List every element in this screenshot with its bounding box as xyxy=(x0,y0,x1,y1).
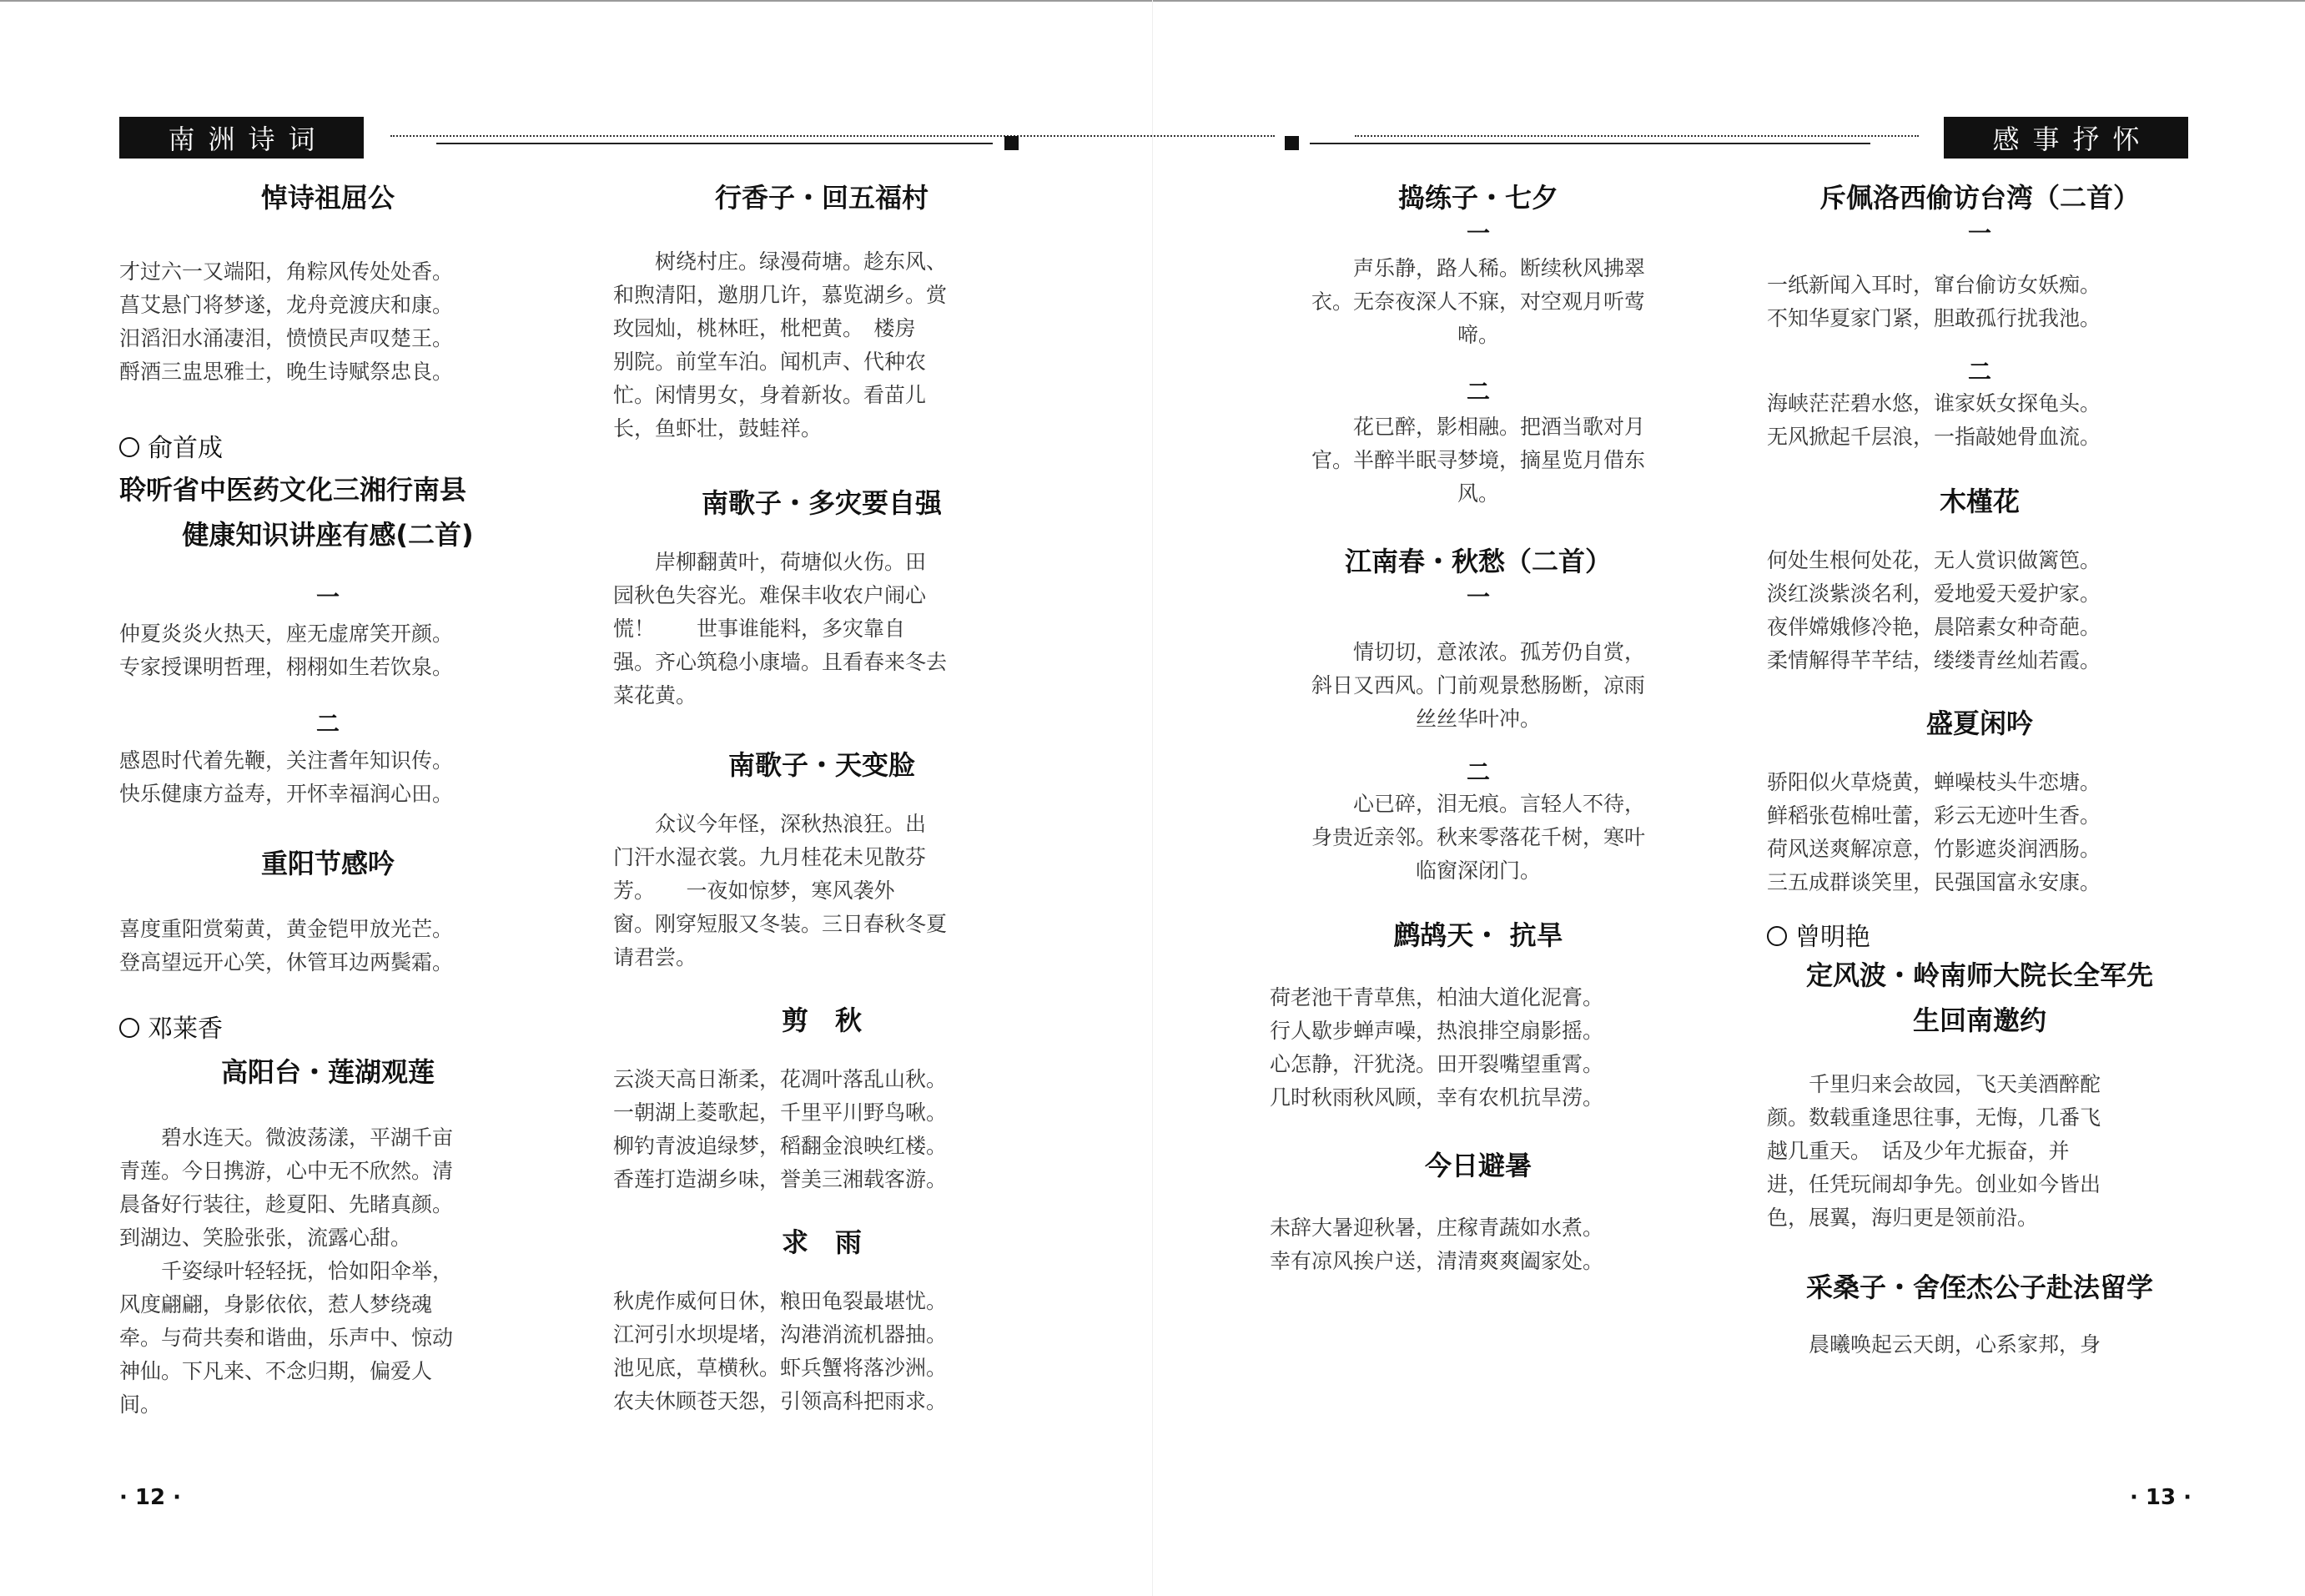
poem-body: 仲夏炎炎火热天，座无虚席笑开颜。 专家授课明哲理，栩栩如生若饮泉。 xyxy=(119,622,454,679)
poem-body: 情切切，意浓浓。孤芳仍自赏， 斜日又西风。门前观景愁肠断，凉雨 丝丝华叶冲。 xyxy=(1311,640,1645,731)
poem-body: 海峡茫茫碧水悠，谁家妖女探龟头。 无风掀起千层浪，一指敲她骨血流。 xyxy=(1767,391,2101,449)
poem-body: 秋虎作威何日休，粮田龟裂最堪忧。 江河引水坝堤堵，沟港消流机器抽。 池见底，草横秋。虾兵蟹将落沙洲。 农夫休顾苍天怨，引领高科把雨求。 xyxy=(613,1289,948,1413)
poem-title: 木槿花 xyxy=(1939,486,2020,517)
poem-title: 江南春・秋愁（二首） xyxy=(1344,546,1612,577)
poem-title: 采桑子・舍侄杰公子赴法留学 xyxy=(1805,1271,2153,1303)
poem-title: 南歌子・天变脸 xyxy=(727,749,915,781)
stanza-number: 一 xyxy=(1466,583,1490,611)
poem-body: 何处生根何处花，无人赏识做篱笆。 淡红淡紫淡名利，爱地爱天爱护家。 夜伴嫦娥修冷艳，晨陪素女种奇葩。 柔情解得芊芊结，缕缕青丝灿若霞。 xyxy=(1767,548,2101,672)
poem-title: 求 雨 xyxy=(781,1226,862,1258)
poem-body: 声乐静，路人稀。断续秋风拂翠 衣。无奈夜深人不寐，对空观月听莺 啼。 xyxy=(1311,256,1645,347)
poem-title: 斥佩洛西偷访台湾（二首） xyxy=(1819,182,2140,214)
author-name: 邓莱香 xyxy=(119,1008,536,1045)
header-solid-rule-left xyxy=(436,143,993,144)
poem-title: 聆听省中医药文化三湘行南县 xyxy=(119,474,467,506)
stanza-number: 二 xyxy=(1967,358,1991,385)
stanza-number: 二 xyxy=(1466,758,1490,786)
stanza-number: 一 xyxy=(1967,219,1991,247)
poem-title: 鹧鸪天・ 抗旱 xyxy=(1393,919,1563,951)
section-tag-left: 南洲诗词 xyxy=(119,117,364,159)
section-tag-right: 感事抒怀 xyxy=(1944,117,2188,159)
author-name: 俞首成 xyxy=(119,427,536,464)
poem-body: 众议今年怪，深秋热浪狂。出 门汗水湿衣裳。九月桂花未见散芬 芳。 一夜如惊梦，寒风袭外 窗。刚穿短服又冬装。三日春秋冬夏 请君尝。 xyxy=(613,812,948,969)
poem-body: 岸柳翻黄叶，荷塘似火伤。田 园秋色失容光。难保丰收农户闹心 慌！ 世事谁能料，多灾靠自 强。齐心筑稳小康墙。且看春来冬去 菜花黄。 xyxy=(613,550,948,707)
header-square-right xyxy=(1285,136,1299,150)
page-number-left: · 12 · xyxy=(119,1485,182,1510)
stanza-number: 二 xyxy=(1466,378,1490,405)
poem-title: 盛夏闲吟 xyxy=(1925,707,2033,739)
stanza-number: 二 xyxy=(315,710,340,738)
poem-body: 花已醉，影相融。把酒当歌对月 官。半醉半眠寻梦境，摘星览月借东 风。 xyxy=(1311,415,1645,506)
column-3 xyxy=(1270,167,1687,1278)
poem-title: 捣练子・七夕 xyxy=(1397,182,1558,214)
page-number-right: · 13 · xyxy=(2130,1485,2192,1510)
spine-gutter xyxy=(1152,0,1153,1596)
header-solid-rule-right xyxy=(1310,143,1870,144)
poem-title: 高阳台・莲湖观莲 xyxy=(220,1056,435,1088)
column-1 xyxy=(119,167,536,1422)
poem-title: 剪 秋 xyxy=(781,1004,862,1036)
poem-body: 喜度重阳赏菊黄，黄金铠甲放光芒。 登高望远开心笑，休管耳边两鬓霜。 xyxy=(119,917,454,974)
poem-title: 行香子・回五福村 xyxy=(714,182,929,214)
poem-body: 荷老池干青草焦，柏油大道化泥膏。 行人歇步蝉声噪，热浪排空扇影摇。 心怎静，汗犹浇。田开裂嘴望重霄。 几时秋雨秋风顾，幸有农机抗旱涝。 xyxy=(1270,985,1604,1110)
column-2 xyxy=(613,167,1030,1418)
poem-title: 生回南邀约 xyxy=(1912,1004,2046,1036)
header-dotted-rule-left xyxy=(390,135,1275,137)
poem-title: 定风波・岭南师大院长全军先 xyxy=(1805,959,2153,991)
stanza-number: 一 xyxy=(315,583,340,611)
poem-title: 南歌子・多灾要自强 xyxy=(701,487,942,519)
circle-bullet-icon xyxy=(119,1018,139,1038)
poem-title: 重阳节感吟 xyxy=(260,848,395,879)
poem-body: 才过六一又端阳，角粽风传处处香。 菖艾悬门将梦遂，龙舟竞渡庆和康。 汨滔汨水涌凄泪，愤愤民声叹楚王。 酹酒三盅思雅士，晚生诗赋祭忠良。 xyxy=(119,259,454,384)
poem-title: 悼诗祖屈公 xyxy=(260,182,395,214)
poem-body: 感恩时代着先鞭，关注耆年知识传。 快乐健康方益寿，开怀幸福润心田。 xyxy=(119,748,454,806)
stanza-number: 一 xyxy=(1466,219,1490,247)
poem-body: 云淡天高日渐柔，花凋叶落乱山秋。 一朝湖上菱歌起，千里平川野鸟啾。 柳钓青波追绿梦，稻翻金浪映红楼。 香莲打造湖乡味，誉美三湘载客游。 xyxy=(613,1067,948,1191)
poem-body: 千里归来会故园，飞天美酒醉酡 颜。数载重逢思往事，无悔，几番飞 越几重天。 话及少年尤振奋，并 进，任凭玩闹却争先。创业如今皆出 色，展翼，海归更是领前沿。 xyxy=(1767,1072,2101,1230)
poem-body: 树绕村庄。绿漫荷塘。趁东风、 和煦清阳，邀朋几许，慕览湖乡。赏 玫园灿，桃林旺，枇杷黄。 楼房 别院。前堂车泊。闻机声、代种农 忙。闲情男女，身着新妆。看苗儿 长，鱼虾壮，鼓蛙祥。 xyxy=(613,249,948,441)
poem-body: 心已碎，泪无痕。言轻人不待， 身贵近亲邻。秋来零落花千树，寒叶 临窗深闭门。 xyxy=(1311,792,1645,883)
header-square-left xyxy=(1004,136,1019,150)
poem-body: 骄阳似火草烧黄，蝉噪枝头牛恋塘。 鲜稻张苞棉吐蕾，彩云无迹叶生香。 荷风送爽解凉意，竹影遮炎润洒肠。 三五成群谈笑里，民强国富永安康。 xyxy=(1767,770,2101,894)
poem-body: 一纸新闻入耳时，窜台偷访女妖痴。 不知华夏家门紧，胆敢孤行扰我池。 xyxy=(1767,273,2101,330)
circle-bullet-icon xyxy=(119,437,139,457)
circle-bullet-icon xyxy=(1767,926,1787,946)
column-4 xyxy=(1767,167,2192,1362)
poem-body: 碧水连天。微波荡漾，平湖千亩 青莲。今日携游，心中无不欣然。清 晨备好行装往，趁夏阳、先睹真颜。 到湖边、笑脸张张，流露心甜。 千姿绿叶轻轻抚，恰如阳伞举， 风度翩翩，身影依依，惹人梦绕魂 牵。与荷共奏和谐曲，乐声中、惊动 神仙。下凡来、不念归期，偏爱人 间。 xyxy=(119,1125,454,1417)
poem-title: 今日避暑 xyxy=(1424,1150,1532,1181)
author-name: 曾明艳 xyxy=(1767,916,2192,953)
header-dotted-rule-right xyxy=(1355,135,1919,137)
poem-body: 未辞大暑迎秋暑，庄稼青蔬如水煮。 幸有凉风挨户送，清清爽爽阖家处。 xyxy=(1270,1216,1604,1273)
poem-body: 晨曦唤起云天朗，心系家邦，身 xyxy=(1767,1332,2101,1357)
poem-title: 健康知识讲座有感(二首) xyxy=(182,519,474,551)
